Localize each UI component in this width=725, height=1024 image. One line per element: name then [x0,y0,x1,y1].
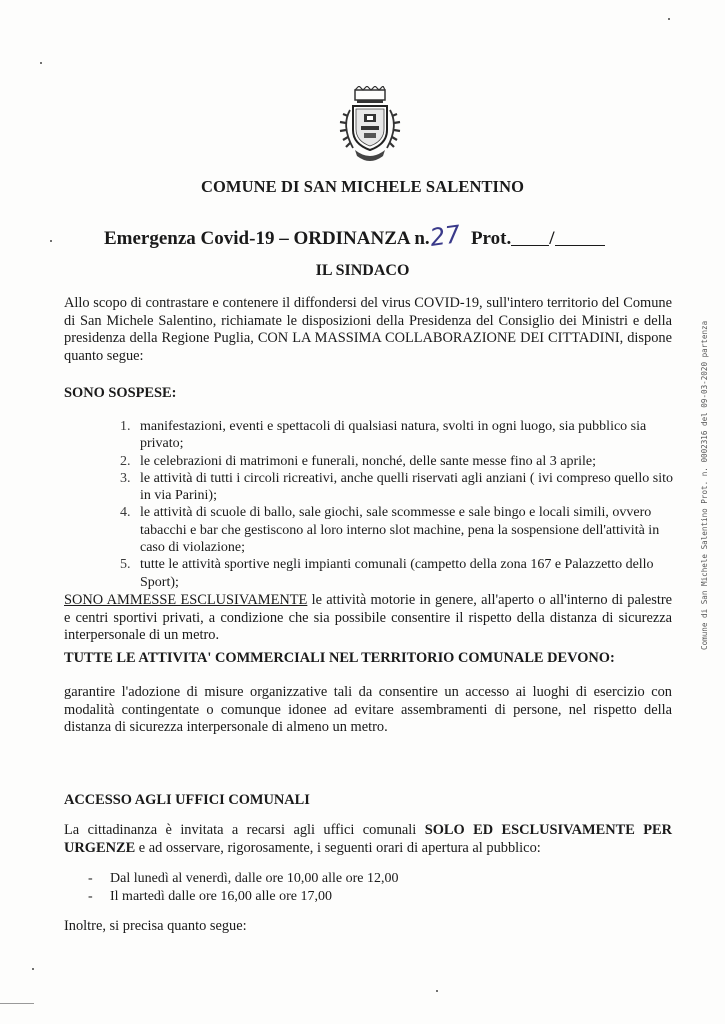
scan-speck [50,240,52,242]
prot-separator: / [549,228,555,249]
ammesse-lead: SONO AMMESSE ESCLUSIVAMENTE [64,592,308,608]
prot-number-blank [511,229,549,246]
intro-paragraph: Allo scopo di contrastare e contenere il diffondersi del virus COVID-19, sull'intero territorio del Comune di San Michele Salentino, richiamate le disposizioni della Presidenza del Consiglio dei Ministri e della presidenza della Regione Puglia, CON LA MASSIMA COLLABORAZIONE DEI CITTADINI, dispone quanto segue: [64,295,672,364]
scan-speck [32,968,34,970]
list-item: - Il martedì dalle ore 16,00 alle ore 17,00 [88,888,332,904]
municipality-title: COMUNE DI SAN MICHELE SALENTINO [200,177,525,196]
uffici-emphasis: SOLO ED ESCLUSIVAMENTE PER URGENZE [64,822,673,856]
list-item: 5. tutte le attività sportive negli impianti comunali (campetto della zona 167 e Palazzetto dello Sport); [120,557,654,590]
authority-heading: IL SINDACO [315,262,410,279]
protocol-side-stamp: Comune di San Michele Salentino Prot. n. 0002316 del 09-03-2020 partenza [700,320,709,650]
sospese-list [120,418,680,591]
list-item: - Dal lunedì al venerdì, dalle ore 10,00 alle ore 12,00 [88,871,399,886]
attivita-paragraph: garantire l'adozione di misure organizzative tali da consentire un accesso ai luoghi di esercizio con modalità contingentate o comunque idonee ad evitare assembramenti di persone, nel rispetto della distanza di sicurezza interpersonale di almeno un metro. [64,684,672,735]
municipal-coat-of-arms-icon [333,86,407,166]
scan-speck [668,18,670,20]
attivita-heading: TUTTE LE ATTIVITA' COMMERCIALI NEL TERRITORIO COMUNALE DEVONO: [64,650,615,666]
ordinanza-number-handwritten: 27 [427,220,462,252]
list-item: 3. le attività di tutti i circoli ricreativi, anche quelli riservati agli anziani ( ivi compreso quello sito in via Parini); [120,470,673,504]
ammesse-paragraph: SONO AMMESSE ESCLUSIVAMENTE le attività motorie in genere, all'aperto o all'interno di palestre e centri sportivi privati, a condizione che sia possibile consentire il rispetto della distanza di sicurezza interpersonale di un metro. [64,592,672,643]
ordinanza-heading [104,222,605,250]
scan-speck [436,990,438,992]
uffici-paragraph: La cittadinanza è invitata a recarsi agli uffici comunali SOLO ED ESCLUSIVAMENTE PER URGENZE e ad osservare, rigorosamente, i seguenti orari di apertura al pubblico: [64,822,673,856]
scan-edge-line [0,1003,34,1004]
uffici-heading: ACCESSO AGLI UFFICI COMUNALI [64,792,310,808]
ordinanza-label: Emergenza Covid-19 – ORDINANZA n. [104,228,430,249]
list-item: 1. manifestazioni, eventi e spettacoli di qualsiasi natura, svolti in ogni luogo, sia pubblico sia privato; [120,419,647,452]
closing-line: Inoltre, si precisa quanto segue: [64,918,247,934]
list-item: 4. le attività di scuole di ballo, sale giochi, sale scommesse e sale bingo e locali simili, ovvero tabacchi e bar che gestiscono al loro interno slot machine, pena la sospensione dell'attività in caso di violazione; [120,505,660,556]
orari-list [88,870,398,905]
sospese-heading: SONO SOSPESE: [64,385,177,401]
list-item: 2. le celebrazioni di matrimoni e funerali, nonché, delle sante messe fino al 3 aprile; [120,453,596,469]
scan-speck [40,62,42,64]
prot-year-blank [555,229,605,246]
prot-label: Prot. [470,228,512,249]
